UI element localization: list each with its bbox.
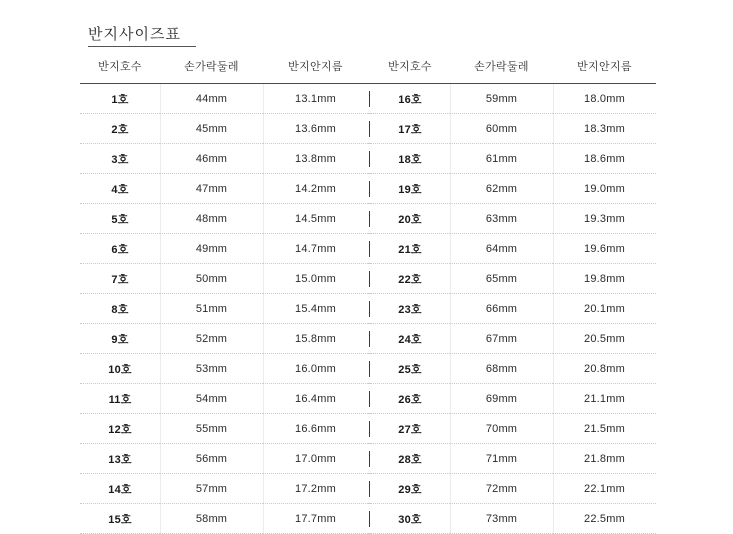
header-left-finger-circumference: 손가락둘레 bbox=[160, 58, 263, 84]
row-divider bbox=[368, 354, 370, 384]
table-row bbox=[80, 384, 656, 414]
cell-right-finger-circumference: 59mm bbox=[450, 84, 553, 114]
cell-left-ring-number: 3호 bbox=[80, 144, 160, 174]
cell-left-finger-circumference: 51mm bbox=[160, 294, 263, 324]
cell-right-ring-inner-diameter: 18.0mm bbox=[553, 84, 656, 114]
cell-left-finger-circumference: 47mm bbox=[160, 174, 263, 204]
table-row bbox=[80, 324, 656, 354]
cell-right-ring-number: 28호 bbox=[370, 444, 450, 474]
cell-left-ring-number: 4호 bbox=[80, 174, 160, 204]
cell-left-ring-inner-diameter: 15.0mm bbox=[263, 264, 368, 294]
cell-left-ring-number: 1호 bbox=[80, 84, 160, 114]
table-row bbox=[80, 294, 656, 324]
table-row bbox=[80, 144, 656, 174]
cell-right-finger-circumference: 61mm bbox=[450, 144, 553, 174]
row-divider bbox=[368, 414, 370, 444]
cell-right-ring-inner-diameter: 20.8mm bbox=[553, 354, 656, 384]
cell-right-ring-number: 19호 bbox=[370, 174, 450, 204]
cell-right-finger-circumference: 62mm bbox=[450, 174, 553, 204]
cell-left-finger-circumference: 50mm bbox=[160, 264, 263, 294]
cell-right-finger-circumference: 73mm bbox=[450, 504, 553, 534]
cell-left-ring-number: 7호 bbox=[80, 264, 160, 294]
table-row bbox=[80, 174, 656, 204]
cell-right-ring-inner-diameter: 22.5mm bbox=[553, 504, 656, 534]
cell-right-finger-circumference: 72mm bbox=[450, 474, 553, 504]
header-right-ring-inner-diameter: 반지안지름 bbox=[553, 58, 656, 84]
table-row bbox=[80, 444, 656, 474]
cell-left-ring-inner-diameter: 13.1mm bbox=[263, 84, 368, 114]
cell-right-finger-circumference: 68mm bbox=[450, 354, 553, 384]
cell-left-ring-number: 15호 bbox=[80, 504, 160, 534]
cell-left-ring-inner-diameter: 16.4mm bbox=[263, 384, 368, 414]
cell-right-ring-inner-diameter: 19.6mm bbox=[553, 234, 656, 264]
title-underline bbox=[88, 46, 196, 47]
cell-right-ring-inner-diameter: 19.0mm bbox=[553, 174, 656, 204]
cell-right-ring-inner-diameter: 21.1mm bbox=[553, 384, 656, 414]
cell-left-finger-circumference: 49mm bbox=[160, 234, 263, 264]
cell-right-ring-inner-diameter: 19.8mm bbox=[553, 264, 656, 294]
table-row bbox=[80, 84, 656, 114]
table-row bbox=[80, 264, 656, 294]
cell-right-ring-number: 23호 bbox=[370, 294, 450, 324]
row-divider bbox=[368, 174, 370, 204]
cell-left-ring-inner-diameter: 17.2mm bbox=[263, 474, 368, 504]
cell-left-ring-number: 12호 bbox=[80, 414, 160, 444]
row-divider bbox=[368, 324, 370, 354]
cell-left-ring-number: 6호 bbox=[80, 234, 160, 264]
cell-right-finger-circumference: 66mm bbox=[450, 294, 553, 324]
cell-right-ring-number: 29호 bbox=[370, 474, 450, 504]
cell-right-ring-number: 24호 bbox=[370, 324, 450, 354]
ring-size-table bbox=[80, 58, 656, 534]
row-divider bbox=[368, 114, 370, 144]
cell-left-ring-inner-diameter: 16.0mm bbox=[263, 354, 368, 384]
table-row bbox=[80, 114, 656, 144]
cell-right-ring-inner-diameter: 22.1mm bbox=[553, 474, 656, 504]
cell-left-ring-inner-diameter: 16.6mm bbox=[263, 414, 368, 444]
cell-left-ring-number: 14호 bbox=[80, 474, 160, 504]
cell-left-finger-circumference: 52mm bbox=[160, 324, 263, 354]
cell-right-finger-circumference: 71mm bbox=[450, 444, 553, 474]
header-left-ring-inner-diameter: 반지안지름 bbox=[263, 58, 368, 84]
row-divider bbox=[368, 474, 370, 504]
row-divider bbox=[368, 294, 370, 324]
table-row bbox=[80, 234, 656, 264]
cell-right-ring-inner-diameter: 20.1mm bbox=[553, 294, 656, 324]
cell-left-ring-inner-diameter: 17.7mm bbox=[263, 504, 368, 534]
cell-right-ring-inner-diameter: 18.6mm bbox=[553, 144, 656, 174]
cell-left-ring-inner-diameter: 14.2mm bbox=[263, 174, 368, 204]
cell-left-ring-number: 10호 bbox=[80, 354, 160, 384]
row-divider bbox=[368, 444, 370, 474]
cell-right-ring-number: 30호 bbox=[370, 504, 450, 534]
cell-left-ring-number: 13호 bbox=[80, 444, 160, 474]
table-header-row bbox=[80, 58, 656, 84]
table-row bbox=[80, 354, 656, 384]
cell-right-ring-number: 26호 bbox=[370, 384, 450, 414]
cell-right-ring-number: 17호 bbox=[370, 114, 450, 144]
cell-left-ring-inner-diameter: 15.8mm bbox=[263, 324, 368, 354]
cell-left-ring-inner-diameter: 17.0mm bbox=[263, 444, 368, 474]
cell-right-finger-circumference: 67mm bbox=[450, 324, 553, 354]
page-title: 반지사이즈표 bbox=[88, 26, 181, 43]
cell-right-ring-number: 27호 bbox=[370, 414, 450, 444]
cell-left-ring-number: 5호 bbox=[80, 204, 160, 234]
row-divider bbox=[368, 384, 370, 414]
table-header bbox=[80, 58, 656, 84]
cell-left-ring-inner-diameter: 13.8mm bbox=[263, 144, 368, 174]
ring-size-table-wrapper bbox=[80, 58, 656, 534]
cell-right-ring-inner-diameter: 21.8mm bbox=[553, 444, 656, 474]
cell-right-ring-inner-diameter: 20.5mm bbox=[553, 324, 656, 354]
row-divider bbox=[368, 144, 370, 174]
cell-left-finger-circumference: 46mm bbox=[160, 144, 263, 174]
cell-right-ring-number: 16호 bbox=[370, 84, 450, 114]
cell-left-ring-inner-diameter: 13.6mm bbox=[263, 114, 368, 144]
cell-left-ring-inner-diameter: 15.4mm bbox=[263, 294, 368, 324]
cell-left-finger-circumference: 45mm bbox=[160, 114, 263, 144]
cell-right-ring-number: 22호 bbox=[370, 264, 450, 294]
row-divider bbox=[368, 264, 370, 294]
cell-right-finger-circumference: 69mm bbox=[450, 384, 553, 414]
cell-right-finger-circumference: 64mm bbox=[450, 234, 553, 264]
row-divider bbox=[368, 504, 370, 534]
cell-left-finger-circumference: 57mm bbox=[160, 474, 263, 504]
header-right-ring-number: 반지호수 bbox=[370, 58, 450, 84]
table-row bbox=[80, 204, 656, 234]
table-body bbox=[80, 84, 656, 534]
table-row bbox=[80, 474, 656, 504]
row-divider bbox=[368, 204, 370, 234]
cell-left-finger-circumference: 54mm bbox=[160, 384, 263, 414]
cell-right-ring-inner-diameter: 18.3mm bbox=[553, 114, 656, 144]
cell-left-ring-number: 2호 bbox=[80, 114, 160, 144]
cell-right-ring-number: 25호 bbox=[370, 354, 450, 384]
cell-left-ring-number: 8호 bbox=[80, 294, 160, 324]
cell-left-ring-number: 11호 bbox=[80, 384, 160, 414]
row-divider bbox=[368, 234, 370, 264]
cell-left-ring-inner-diameter: 14.7mm bbox=[263, 234, 368, 264]
cell-right-ring-inner-diameter: 19.3mm bbox=[553, 204, 656, 234]
cell-right-ring-number: 21호 bbox=[370, 234, 450, 264]
cell-left-ring-number: 9호 bbox=[80, 324, 160, 354]
header-right-finger-circumference: 손가락둘레 bbox=[450, 58, 553, 84]
cell-left-finger-circumference: 56mm bbox=[160, 444, 263, 474]
table-row bbox=[80, 414, 656, 444]
cell-right-ring-inner-diameter: 21.5mm bbox=[553, 414, 656, 444]
cell-right-finger-circumference: 70mm bbox=[450, 414, 553, 444]
cell-right-finger-circumference: 65mm bbox=[450, 264, 553, 294]
table-row bbox=[80, 504, 656, 534]
cell-right-finger-circumference: 63mm bbox=[450, 204, 553, 234]
cell-left-finger-circumference: 48mm bbox=[160, 204, 263, 234]
cell-left-ring-inner-diameter: 14.5mm bbox=[263, 204, 368, 234]
cell-left-finger-circumference: 53mm bbox=[160, 354, 263, 384]
row-divider bbox=[368, 84, 370, 114]
cell-right-finger-circumference: 60mm bbox=[450, 114, 553, 144]
cell-left-finger-circumference: 55mm bbox=[160, 414, 263, 444]
header-left-ring-number: 반지호수 bbox=[80, 58, 160, 84]
cell-right-ring-number: 18호 bbox=[370, 144, 450, 174]
cell-left-finger-circumference: 44mm bbox=[160, 84, 263, 114]
cell-right-ring-number: 20호 bbox=[370, 204, 450, 234]
cell-left-finger-circumference: 58mm bbox=[160, 504, 263, 534]
